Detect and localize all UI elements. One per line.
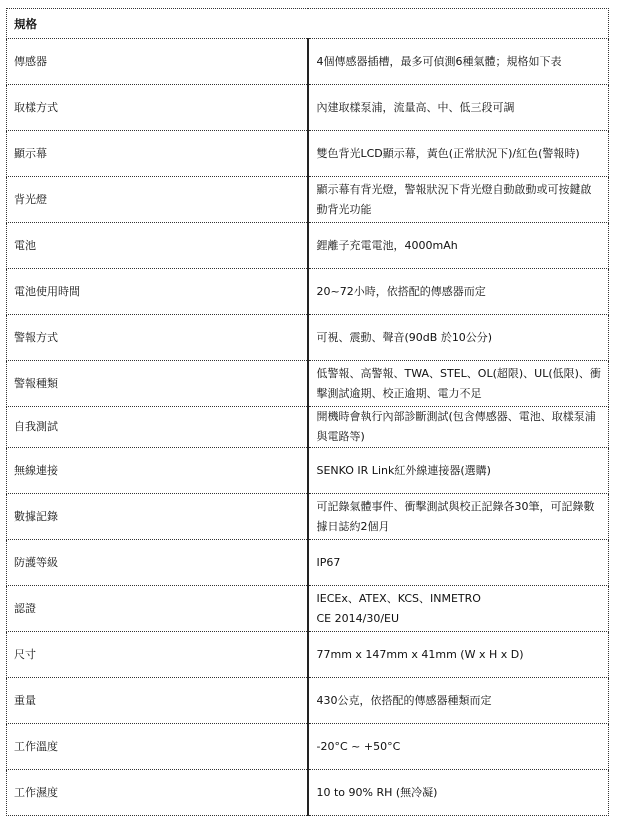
spec-value <box>308 39 609 85</box>
spec-label: 警報方式 <box>7 315 308 361</box>
table-row <box>7 632 609 678</box>
spec-value <box>308 177 609 223</box>
table-row <box>7 361 609 407</box>
spec-value-line: 雙色背光LCD顯示幕，黃色(正常狀況下)/紅色(警報時) <box>316 146 580 160</box>
spec-label: 重量 <box>7 678 308 724</box>
table-row <box>7 724 609 770</box>
table-title: 規格 <box>7 9 609 39</box>
spec-label: 傳感器 <box>7 39 308 85</box>
spec-value <box>308 131 609 177</box>
spec-value-line: 430公克，依搭配的傳感器種類而定 <box>316 693 492 707</box>
spec-label: 工作濕度 <box>7 770 308 816</box>
table-row <box>7 770 609 816</box>
spec-value-line: 鋰離子充電電池，4000mAh <box>316 238 458 252</box>
table-row <box>7 494 609 540</box>
spec-value-line: IECEx、ATEX、KCS、INMETRO <box>316 591 481 605</box>
table-row <box>7 131 609 177</box>
spec-value <box>308 540 609 586</box>
spec-value <box>308 223 609 269</box>
spec-value-line: -20°C ~ +50°C <box>316 739 401 753</box>
table-row <box>7 540 609 586</box>
spec-label: 認證 <box>7 586 308 632</box>
spec-value-line: 低警報、高警報、TWA、STEL、OL(超限)、UL(低限)、衝擊測試逾期、校正逾期、電力不足 <box>316 366 601 400</box>
spec-label: 數據記錄 <box>7 494 308 540</box>
spec-value-line: SENKO IR Link紅外線連接器(選購) <box>316 463 491 477</box>
spec-value <box>308 315 609 361</box>
spec-value-line: 開機時會執行內部診斷測試(包含傳感器、電池、取樣泵浦與電路等) <box>316 410 596 443</box>
spec-value-line: 20~72小時，依搭配的傳感器而定 <box>316 284 486 298</box>
table-row <box>7 177 609 223</box>
spec-label: 顯示幕 <box>7 131 308 177</box>
spec-value <box>308 586 609 632</box>
spec-label: 取樣方式 <box>7 85 308 131</box>
spec-label: 尺寸 <box>7 632 308 678</box>
spec-label: 電池 <box>7 223 308 269</box>
table-row <box>7 269 609 315</box>
table-row <box>7 223 609 269</box>
table-row <box>7 85 609 131</box>
table-row <box>7 315 609 361</box>
spec-value <box>308 448 609 494</box>
spec-label: 工作溫度 <box>7 724 308 770</box>
table-row <box>7 678 609 724</box>
spec-value-line: IP67 <box>316 555 341 569</box>
spec-value-line: 可視、震動、聲音(90dB 於10公分) <box>316 330 493 344</box>
spec-value <box>308 632 609 678</box>
spec-value <box>308 494 609 540</box>
spec-value-line: 10 to 90% RH (無冷凝) <box>316 785 438 799</box>
spec-label: 警報種類 <box>7 361 308 407</box>
spec-label: 電池使用時間 <box>7 269 308 315</box>
spec-label: 無線連接 <box>7 448 308 494</box>
spec-table <box>6 8 609 816</box>
spec-value <box>308 269 609 315</box>
spec-value-line: 77mm x 147mm x 41mm (W x H x D) <box>316 647 524 661</box>
table-row <box>7 39 609 85</box>
spec-label: 自我測試 <box>7 407 308 448</box>
spec-value <box>308 85 609 131</box>
spec-value <box>308 407 609 448</box>
spec-value <box>308 361 609 407</box>
spec-value-line: 顯示幕有背光燈，警報狀況下背光燈自動啟動或可按鍵啟動背光功能 <box>316 182 592 216</box>
spec-value-line: 4個傳感器插槽，最多可偵測6種氣體；規格如下表 <box>316 54 562 68</box>
spec-value <box>308 678 609 724</box>
table-row <box>7 586 609 632</box>
spec-value <box>308 770 609 816</box>
spec-value-line: 可記錄氣體事件、衝擊測試與校正記錄各30筆，可記錄數據日誌約2個月 <box>316 499 595 533</box>
table-row <box>7 448 609 494</box>
table-header-row <box>7 9 609 39</box>
spec-value <box>308 724 609 770</box>
spec-label: 防護等級 <box>7 540 308 586</box>
table-row <box>7 407 609 448</box>
spec-value-line: CE 2014/30/EU <box>316 611 400 625</box>
spec-label: 背光燈 <box>7 177 308 223</box>
spec-value-line: 內建取樣泵浦，流量高、中、低三段可調 <box>316 100 515 114</box>
